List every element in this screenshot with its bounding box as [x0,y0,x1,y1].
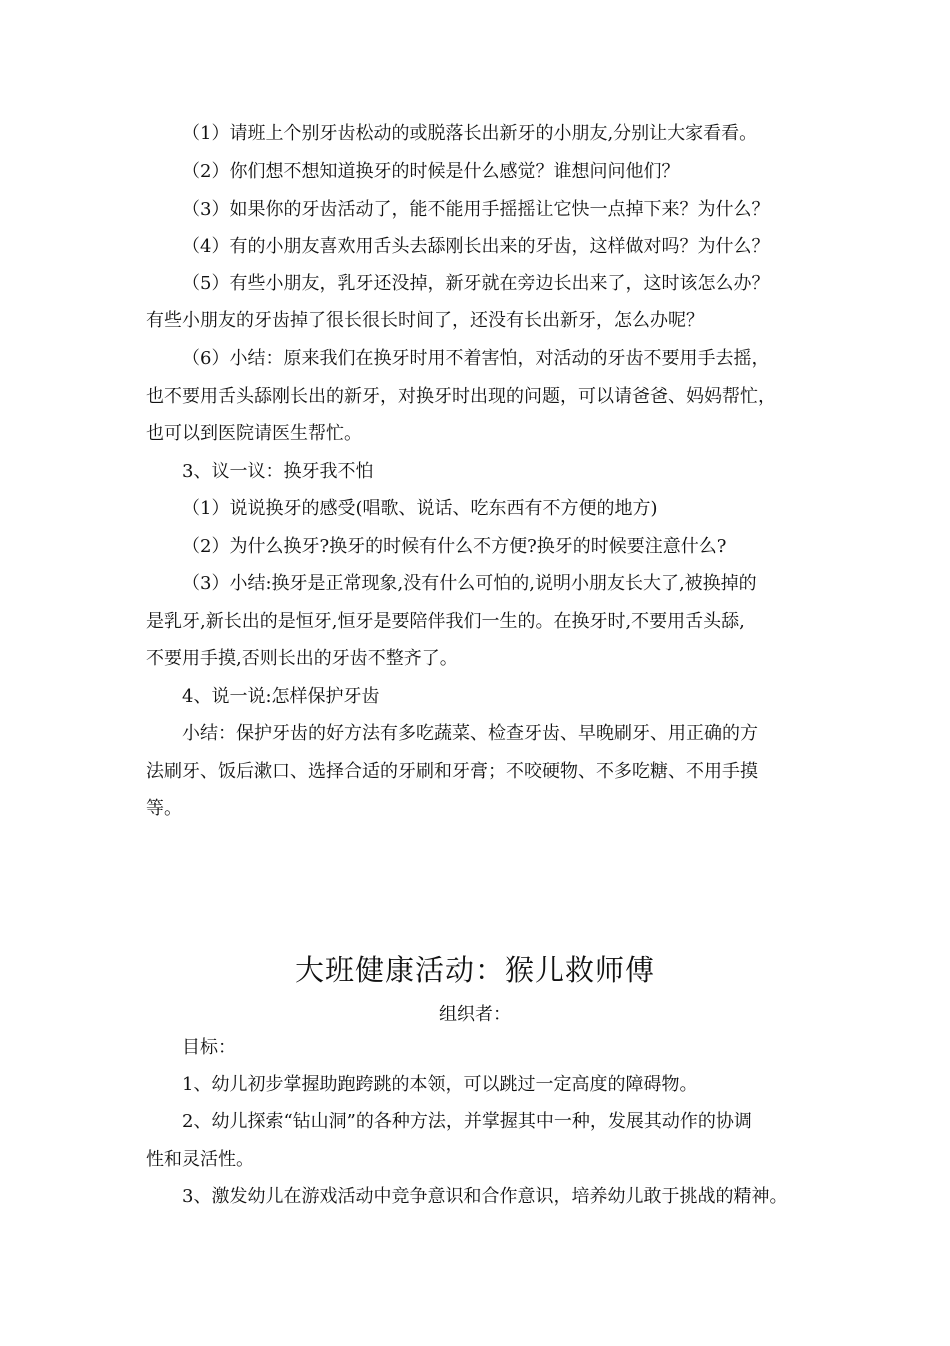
paragraph-line: 3、激发幼儿在游戏活动中竞争意识和合作意识，培养幼儿敢于挑战的精神。 [182,1186,788,1207]
paragraph-line: 也不要用舌头舔刚长出的新牙，对换牙时出现的问题，可以请爸爸、妈妈帮忙， [146,386,776,407]
paragraph-line: 不要用手摸,否则长出的牙齿不整齐了。 [146,648,458,669]
paragraph-line: 1、幼儿初步掌握助跑跨跳的本领，可以跳过一定高度的障碍物。 [182,1074,698,1095]
section-heading: 3、议一议：换牙我不怕 [182,461,374,482]
section-heading: 目标： [182,1037,236,1058]
paragraph-line: 小结：保护牙齿的好方法有多吃蔬菜、检查牙齿、早晚刷牙、用正确的方 [182,723,758,744]
paragraph-line: （3）小结:换牙是正常现象,没有什么可怕的,说明小朋友长大了,被换掉的 [182,573,757,594]
paragraph-line: 法刷牙、饭后漱口、选择合适的牙刷和牙膏；不咬硬物、不多吃糖、不用手摸 [146,761,758,782]
paragraph-line: （1）请班上个别牙齿松动的或脱落长出新牙的小朋友,分别让大家看看。 [182,123,758,144]
organizer-label: 组织者： [439,1004,511,1025]
paragraph-line: （2）为什么换牙?换牙的时候有什么不方便?换牙的时候要注意什么? [182,536,727,557]
paragraph-line: 是乳牙,新长出的是恒牙,恒牙是要陪伴我们一生的。在换牙时,不要用舌头舔, [146,611,745,632]
paragraph-line: 性和灵活性。 [146,1149,254,1170]
paragraph-line: （5）有些小朋友，乳牙还没掉，新牙就在旁边长出来了，这时该怎么办？ [182,273,770,294]
page-title: 大班健康活动：猴儿救师傅 [294,953,655,987]
paragraph-line: （3）如果你的牙齿活动了，能不能用手摇摇让它快一点掉下来？为什么？ [182,199,770,220]
section-heading: 4、说一说:怎样保护牙齿 [182,686,380,707]
paragraph-line: 2、幼儿探索“钻山洞”的各种方法，并掌握其中一种，发展其动作的协调 [182,1111,752,1132]
paragraph-line: （2）你们想不想知道换牙的时候是什么感觉？谁想问问他们？ [182,161,680,182]
paragraph-line: 也可以到医院请医生帮忙。 [146,423,362,444]
paragraph-line: （1）说说换牙的感受(唱歌、说话、吃东西有不方便的地方) [182,498,658,519]
paragraph-line: （6）小结：原来我们在换牙时用不着害怕，对活动的牙齿不要用手去摇， [182,348,770,369]
paragraph-line: （4）有的小朋友喜欢用舌头去舔刚长出来的牙齿，这样做对吗？为什么？ [182,236,770,257]
paragraph-line: 有些小朋友的牙齿掉了很长很长时间了，还没有长出新牙，怎么办呢？ [146,310,704,331]
paragraph-line: 等。 [146,798,182,819]
